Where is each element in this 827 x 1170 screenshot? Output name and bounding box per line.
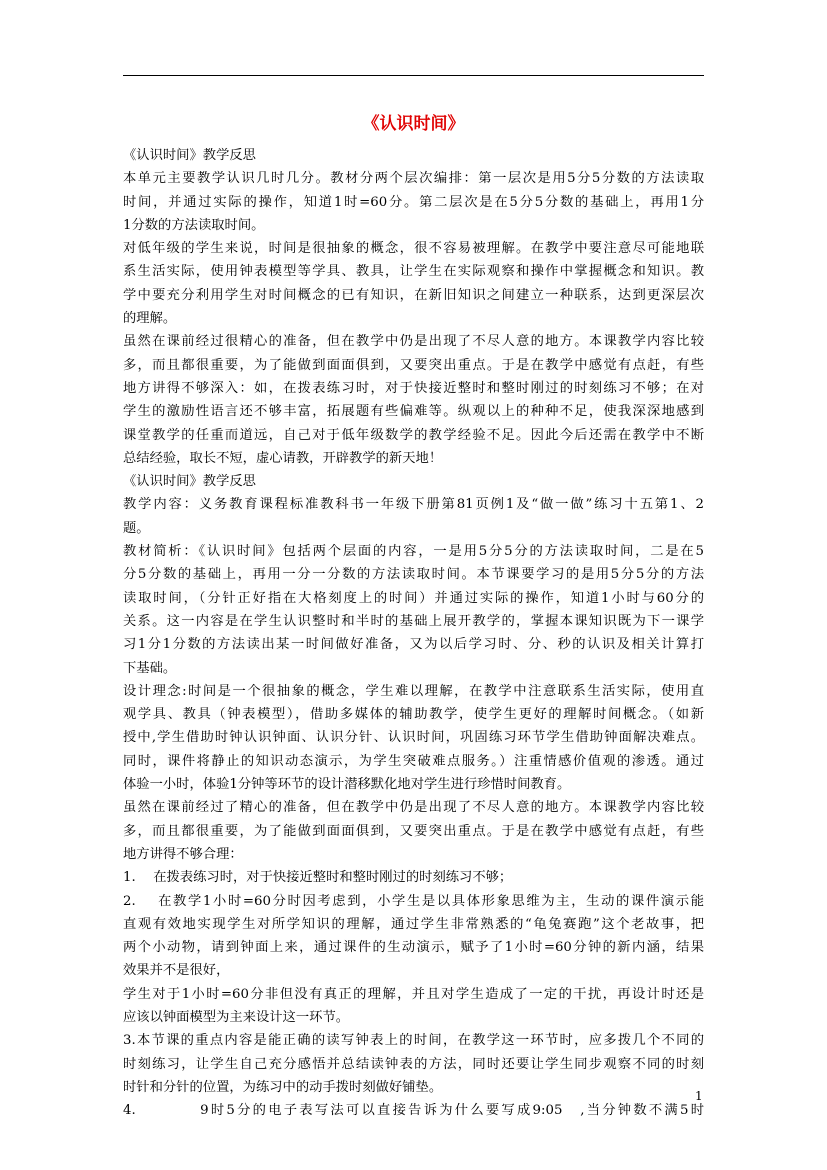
text-line: 教学内容：义务教育课程标准教科书一年级下册第81页例1及“做一做”练习十五第1、2	[123, 497, 704, 513]
text-line: 习1分1分数的方法读出某一时间做好准备，又为以后学习时、分、秒的认识及相关计算打	[123, 637, 704, 653]
text-line: 下基础。	[123, 660, 177, 676]
text-line: 授中,学生借助时钟认识钟面、认识分针、认识时间，巩固练习环节学生借助钟面解决难点。	[123, 730, 704, 746]
text-line: 效果并不是很好，	[123, 963, 230, 979]
text-line: 同时，课件将静止的知识动态演示，为学生突破难点服务。）注重情感价值观的渗透。通过	[123, 753, 704, 769]
document-body	[123, 144, 704, 1122]
text-line: 多，而且都很重要，为了能做到面面俱到，又要突出重点。于是在教学中感觉有点赶，有些	[123, 823, 704, 839]
page-number: 1	[695, 1089, 703, 1103]
text-line: 总结经验，取长不短，虚心请教，开辟教学的新天地！	[123, 450, 443, 466]
text-line: 的理解。	[123, 311, 177, 327]
text-line: 时针和分针的位置，为练习中的动手拨时刻做好铺垫。	[123, 1079, 443, 1095]
text-line: 对低年级的学生来说，时间是很抽象的概念，很不容易被理解。在教学中要注意尽可能地联	[123, 241, 704, 257]
text-line: 课堂教学的任重而道远，自己对于低年级数学的教学经验不足。因此今后还需在教学中不断	[123, 427, 704, 443]
text-line: 地方讲得不够合理：	[123, 846, 243, 862]
text-line: 读取时间，（分针正好指在大格刻度上的时间）并通过实际的操作，知道1小时与60分的	[123, 590, 704, 606]
text-line: 直观有效地实现学生对所学知识的理解，通过学生非常熟悉的“龟兔赛跑”这个老故事，把	[123, 916, 704, 932]
text-line: 学生对于1小时=60分非但没有真正的理解，并且对学生造成了一定的干扰，再设计时还是	[123, 986, 704, 1002]
text-line: 时间，并通过实际的操作，知道1时=60分。第二层次是在5分5分数的基础上，再用1分	[123, 194, 704, 210]
text-line: 学生的激励性语言还不够丰富，拓展题有些偏难等。纵观以上的种种不足，使我深深地感到	[123, 404, 704, 420]
text-line: 系生活实际，使用钟表模型等学具、教具，让学生在实际观察和操作中掌握概念和知识。教	[123, 264, 704, 280]
text-line: 时刻练习，让学生自己充分感悟并总结读钟表的方法，同时还要让学生同步观察不同的时刻	[123, 1056, 704, 1072]
text-line: 虽然在课前经过了精心的准备，但在教学中仍是出现了不尽人意的地方。本课教学内容比较	[123, 800, 704, 816]
text-line: 多，而且都很重要，为了能做到面面俱到，又要突出重点。于是在教学中感觉有点赶，有些	[123, 357, 704, 373]
text-line: 观学具、教具（钟表模型），借助多媒体的辅助教学，使学生更好的理解时间概念。（如新	[123, 707, 704, 723]
text-line: 3.本节课的重点内容是能正确的读写钟表上的时间，在教学这一环节时，应多拨几个不同的	[123, 1033, 704, 1049]
text-line: 题。	[123, 520, 150, 536]
text-line: 学中要充分利用学生对时间概念的已有知识，在新旧知识之间建立一种联系，达到更深层次	[123, 287, 704, 303]
text-line: 地方讲得不够深入：如，在拨表练习时，对于快接近整时和整时刚过的时刻练习不够；在对	[123, 380, 704, 396]
text-line: 1. 在拨表练习时，对于快接近整时和整时刚过的时刻练习不够；	[123, 870, 513, 886]
text-line: 2. 在教学1小时=60分时因考虑到，小学生是以具体形象思维为主，生动的课件演示能	[123, 893, 704, 909]
text-line: 4. 9时5分的电子表写法可以直接告诉为什么要写成9:05 ,当分钟数不满5时	[123, 1103, 704, 1119]
text-line: 1分数的方法读取时间。	[123, 217, 265, 233]
text-line: 设计理念:时间是一个很抽象的概念，学生难以理解，在教学中注意联系生活实际，使用直	[123, 683, 704, 699]
text-line: 虽然在课前经过很精心的准备，但在教学中仍是出现了不尽人意的地方。本课教学内容比较	[123, 334, 704, 350]
text-line: 两个小动物，请到钟面上来，通过课件的生动演示，赋予了1小时=60分钟的新内涵，结果	[123, 940, 704, 956]
text-line: 教材简析：《认识时间》包括两个层面的内容，一是用5分5分的方法读取时间，二是在5	[123, 544, 704, 560]
header-rule	[123, 75, 704, 76]
document-title: 《认识时间》	[362, 114, 465, 134]
text-line: 体验一小时，体验1分钟等环节的设计潜移默化地对学生进行珍惜时间教育。	[123, 777, 571, 793]
text-line: 应该以钟面模型为主来设计这一环节。	[123, 1009, 350, 1025]
text-line: 《认识时间》教学反思	[123, 474, 256, 490]
text-line: 分5分数的基础上，再用一分一分数的方法读取时间。本节课要学习的是用5分5分的方法	[123, 567, 704, 583]
text-line: 本单元主要教学认识几时几分。教材分两个层次编排：第一层次是用5分5分数的方法读取	[123, 171, 704, 187]
text-line: 《认识时间》教学反思	[123, 148, 256, 163]
text-line: 关系。这一内容是在学生认识整时和半时的基础上展开教学的，掌握本课知识既为下一课学	[123, 613, 704, 629]
